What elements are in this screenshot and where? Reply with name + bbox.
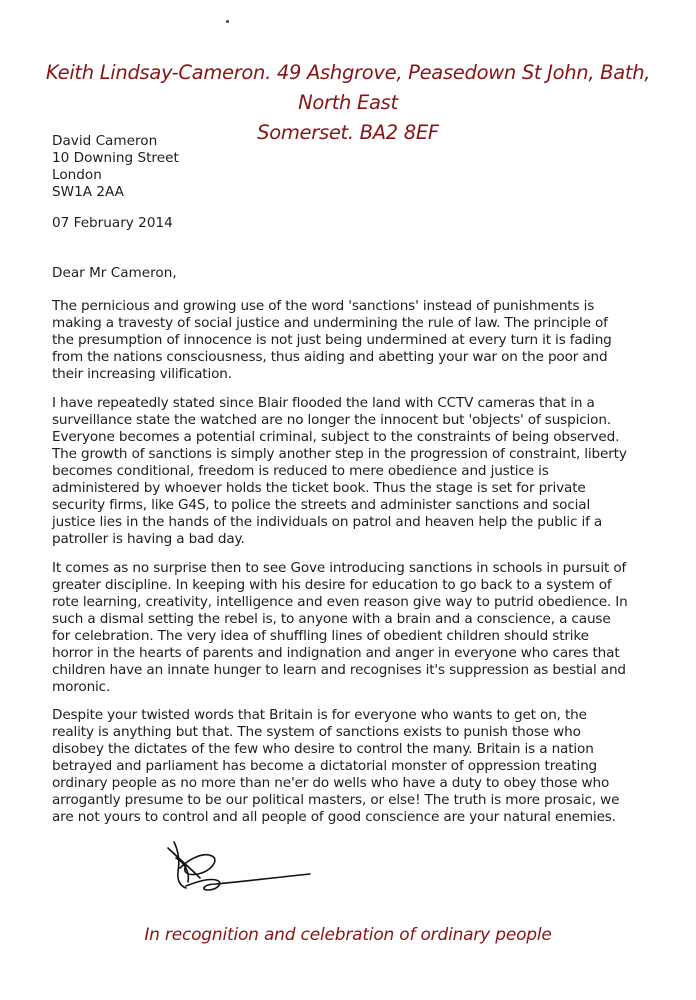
recipient-name: David Cameron	[52, 133, 158, 149]
recipient-postcode: SW1A 2AA	[52, 184, 124, 200]
recipient-street: 10 Downing Street	[52, 150, 179, 166]
salutation: Dear Mr Cameron,	[52, 265, 177, 281]
scan-speck	[226, 20, 229, 23]
handwritten-signature	[160, 838, 320, 898]
recipient-city: London	[52, 167, 102, 183]
sender-line-2: Somerset. BA2 8EF	[257, 121, 439, 144]
paragraph-2: I have repeatedly stated since Blair flooded the land with CCTV cameras that in a surveillance state the watched are no longer the innocent but 'objects' of suspicion. Everyone becomes a potential criminal, subject to the constraints of being observed. The growth of sanctions is simply another step in the progression of constraint, liberty becomes conditional, freedom is reduced to mere obedience and justice is administered by whoever holds the ticket book. Thus the stage is set for private security firms, like G4S, to police the streets and administer sanctions and social justice lies in the hands of the individuals on patrol and heaven help the public if a patroller is having a bad day.	[52, 395, 627, 547]
footer-tagline: In recognition and celebration of ordinary people	[144, 925, 552, 945]
paragraph-4: Despite your twisted words that Britain is for everyone who wants to get on, the reality is anything but that. The system of sanctions exists to punish those who disobey the dictates of the few who desire to control the many. Britain is a nation betrayed and parliament has become a dictatorial monster of oppression treating ordinary people as no more than ne'er do wells who have a duty to obey those who arrogantly presume to be our political masters, or else! The truth is more prosaic, we are not yours to control and all people of good conscience are your natural enemies.	[52, 707, 620, 825]
paragraph-3: It comes as no surprise then to see Gove introducing sanctions in schools in pursuit of greater discipline. In keeping with his desire for education to go back to a system of rote learning, creativity, intelligence and even reason give way to putrid obedience. In such a dismal setting the rebel is, to anyone with a brain and a conscience, a cause for celebration. The very idea of shuffling lines of obedient children should strike horror in the hearts of parents and indignation and anger in everyone who cares that children have an innate hunger to learn and recognises it's suppression as bestial and moronic.	[52, 560, 628, 695]
recipient-address	[52, 133, 179, 201]
sender-line-1: Keith Lindsay-Cameron. 49 Ashgrove, Peasedown St John, Bath, North East	[45, 61, 651, 114]
paragraph-1: The pernicious and growing use of the word 'sanctions' instead of punishments is making a travesty of social justice and undermining the rule of law. The principle of the presumption of innocence is not just being undermined at every turn it is fading from the nations consciousness, thus aiding and abetting your war on the poor and their increasing vilification.	[52, 298, 612, 382]
letter-date: 07 February 2014	[52, 215, 173, 231]
